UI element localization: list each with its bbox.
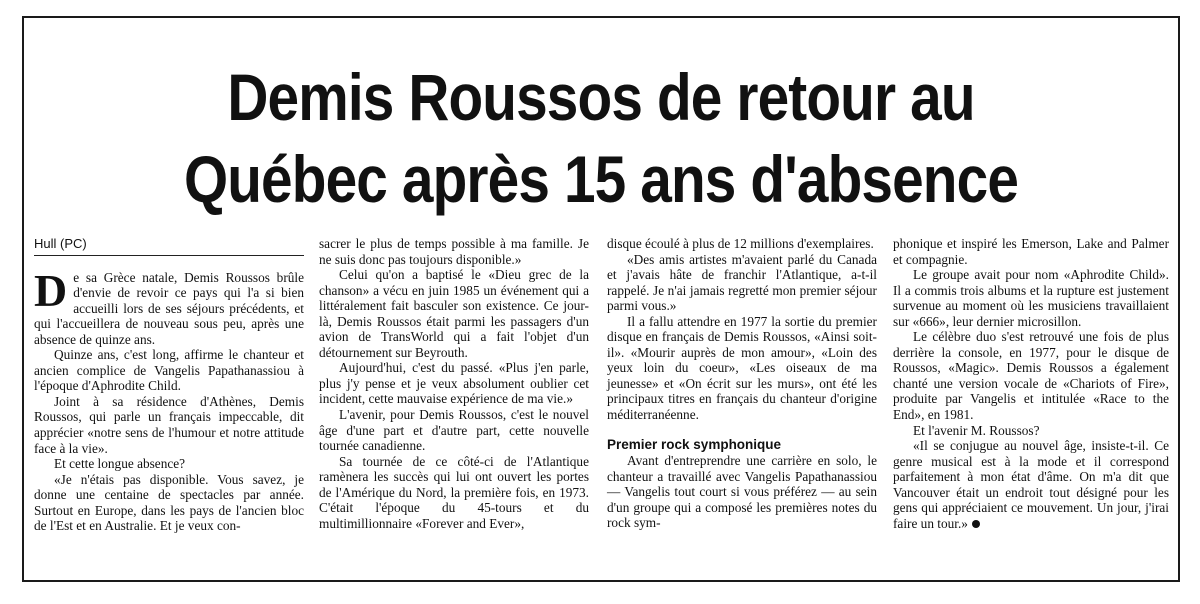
paragraph: Il a fallu attendre en 1977 la sortie du premier disque en français de Demis Roussos, «Ainsi soit-il». «Mourir auprès de mon amour», «Loin des yeux loin du coeur», «Les oiseaux de ma jeunesse» et «On écrit sur les murs», ont été les principaux titres en français du chanteur d'origine méditerranéenne.: [607, 313, 877, 423]
paragraph-text: «Il se conjugue au nouvel âge, insiste-t-il. Ce genre musical est à la mode et il correspond parfaitement à mon état d'âme. On m'a dit que Vancouver était un endroit tout désigné pour les gens qui appréciaient ce mouvement. Un jour, j'irai faire un tour.»: [893, 438, 1169, 531]
column-4: [893, 236, 1169, 531]
column-3: [607, 236, 877, 531]
paragraph: L'avenir, pour Demis Roussos, c'est le nouvel âge d'une part et d'autre part, cette nouvelle tournée canadienne.: [319, 407, 589, 454]
drop-cap: D: [34, 264, 68, 316]
paragraph: Le groupe avait pour nom «Aphrodite Child». Il a commis trois albums et la rupture est justement survenue au moment où les musiciens travaillaient sur «666», leur dernier microsillon.: [893, 267, 1169, 329]
paragraph: Joint à sa résidence d'Athènes, Demis Roussos, qui parle un français impeccable, dit apprécier «notre sens de l'humour et notre attitude face à la vie».: [34, 393, 304, 456]
paragraph-text: e sa Grèce natale, Demis Roussos brûle d'envie de revoir ce pays qui l'a si bien accueilli lors de ses séjours précédents, et qui l'accueillera de nouveau sous peu, après une absence de quinze ans.: [34, 269, 304, 347]
paragraph: «Des amis artistes m'avaient parlé du Canada et j'avais hâte de franchir l'Atlantique, a-t-il rappelé. Je n'ai jamais regretté mon premier séjour parmi vous.»: [607, 251, 877, 314]
paragraph: Et l'avenir M. Roussos?: [913, 422, 1040, 438]
paragraph: sacrer le plus de temps possible à ma famille. Je ne suis donc pas toujours disponible.»: [319, 236, 589, 267]
paragraph: Et cette longue absence?: [54, 456, 186, 472]
byline: Hull (PC): [34, 236, 304, 256]
paragraph: «Je n'étais pas disponible. Vous savez, je donne une centaine de spectacles par année. Surtout en Europe, dans les pays de l'ancien bloc de l'Est et en Australie. Et je veux con-: [34, 471, 304, 534]
column-2: [319, 236, 589, 531]
subheading: Premier rock symphonique: [607, 436, 782, 452]
paragraph: [34, 264, 304, 348]
paragraph: Avant d'entreprendre une carrière en solo, le chanteur a travaillé avec Vangelis Papathanassiou — Vangelis tout court si vous préférez — au sein d'un groupe qui a composé les premières notes du rock sym-: [607, 453, 877, 531]
headline-line-1: Demis Roussos de retour au: [227, 60, 975, 134]
end-mark-icon: [972, 520, 980, 528]
paragraph: Celui qu'on a baptisé le «Dieu grec de la chanson» a vécu en juin 1985 un événement qui a littéralement fait basculer son existence. Ce jour-là, Demis Roussos était parmi les passagers d'un avion de TransWorld qui a fait l'objet d'un détournement sur Beyrouth.: [319, 267, 589, 360]
paragraph: phonique et inspiré les Emerson, Lake and Palmer et compagnie.: [893, 236, 1169, 267]
paragraph: Quinze ans, c'est long, affirme le chanteur et ancien complice de Vangelis Papathanassiou à l'époque d'Aphrodite Child.: [34, 347, 304, 394]
column-1: [34, 236, 304, 534]
headline: [105, 56, 1097, 220]
headline-line-2: Québec après 15 ans d'absence: [183, 142, 1019, 216]
paragraph: disque écoulé à plus de 12 millions d'exemplaires.: [607, 236, 874, 251]
paragraph: Sa tournée de ce côté-ci de l'Atlantique ramènera les succès qui lui ont ouvert les portes de l'Amérique du Nord, la première fois, en 1973. C'était l'époque du 45-tours et du multimillionnaire «Forever and Ever»,: [319, 453, 589, 531]
paragraph: Aujourd'hui, c'est du passé. «Plus j'en parle, plus j'y pense et je veux absolument oublier cet incident, cette mauvaise expérience de ma vie.»: [319, 360, 589, 407]
paragraph: [893, 438, 1169, 531]
paragraph: Le célèbre duo s'est retrouvé une fois de plus derrière la console, en 1977, pour le disque de Roussos, «Magic». Demis Roussos a également chanté une version vocale de «Chariots of Fire», produite par Vangelis et intitulée «Race to the End», en 1981.: [893, 329, 1169, 423]
